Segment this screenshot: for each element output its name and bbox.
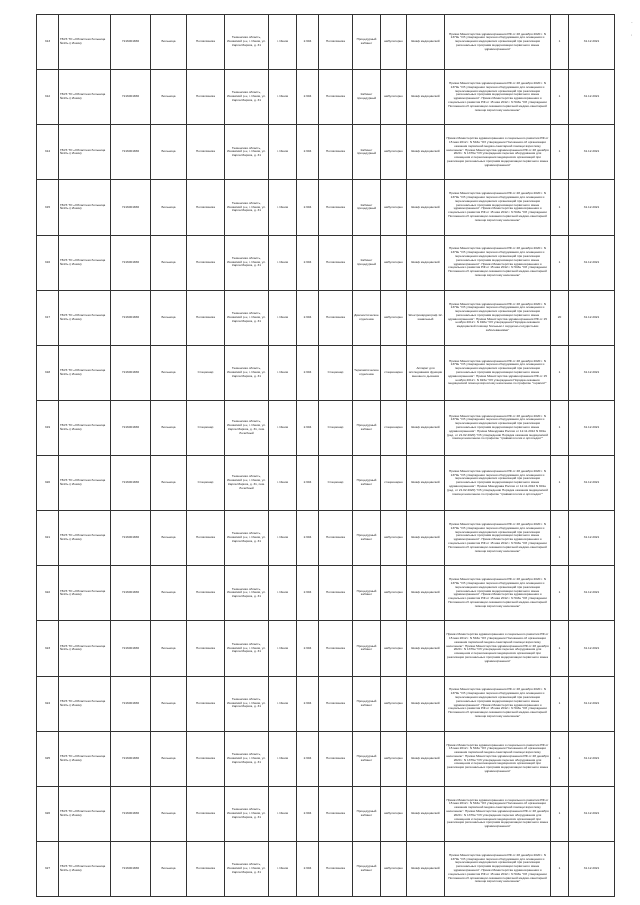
- table-row: [37, 841, 615, 896]
- inn-code-cell: 7216001836: [111, 70, 151, 125]
- care-type-cell: амбулаторно: [381, 841, 407, 896]
- row-number-cell: 321: [37, 511, 59, 566]
- locality-cell: г. Ишим: [269, 290, 297, 345]
- regulatory-basis-cell: Приказ Министерства здравоохранения и социального развития РФ от 15 мая 2012 г. N 543н "Об утверждении Положения об организации оказания первичной медико-санитарной помощи взрослому населению". Приказ Министерства здравоохранения РФ от 28 декабря 2020 г. N 1379н "Об утверждении перечня оборудования для оснащения и переоснащения медицинских организаций при реализации региональных программ модернизации первичного звена здравоохранения": [445, 125, 551, 180]
- facility-type-cell: Больница: [151, 235, 187, 290]
- organization-cell: ГБУЗ ТО «Областная больница №13» (г.Ишим): [59, 235, 111, 290]
- room-cell: Процедурный кабинет: [353, 621, 381, 676]
- equipment-cell: Шкаф медицинский: [407, 621, 445, 676]
- facility-type-cell: Больница: [151, 70, 187, 125]
- table-row: [37, 786, 615, 841]
- room-cell: Кабинет процедурный: [353, 180, 381, 235]
- table-row: [37, 566, 615, 621]
- care-type-cell: амбулаторно: [381, 125, 407, 180]
- care-type-cell: амбулаторно: [381, 731, 407, 786]
- regulatory-basis-cell: Приказ Министерства здравоохранения РФ от 28 декабря 2020 г. N 1379н "Об утверждении перечня оборудования для оснащения и переоснащения медицинских организаций при реализации региональных программ модернизации первичного звена здравоохранения". Приказ Министерства здравоохранения и социального развития РФ от 15 мая 2012 г. N 543н "Об утверждении Положения об организации оказания первичной медико-санитарной помощи взрослому населению": [445, 566, 551, 621]
- equipment-cell: Шкаф медицинский: [407, 400, 445, 455]
- regulatory-basis-cell: Приказ Министерства здравоохранения и социального развития РФ от 15 мая 2012 г. N 543н "Об утверждении Положения об организации оказания первичной медико-санитарной помощи взрослому населению". Приказ Министерства здравоохранения РФ от 28 декабря 2020 г. N 1379н "Об утверждении перечня оборудования для оснащения и переоснащения медицинских организаций при реализации региональных программ модернизации первичного звена здравоохранения": [445, 786, 551, 841]
- row-number-cell: 325: [37, 731, 59, 786]
- quantity-cell: 1: [551, 345, 569, 400]
- quantity-cell: 1: [551, 70, 569, 125]
- table-row: [37, 125, 615, 180]
- table-row: [37, 235, 615, 290]
- row-number-cell: 320: [37, 456, 59, 511]
- address-cell: Тюменская область, Ишимский р-н, г. Ишим, ул. Карла Маркса, д. 31: [225, 125, 269, 180]
- department-cell: Поликлиника: [319, 841, 353, 896]
- regulatory-basis-cell: Приказ Министерства здравоохранения РФ от 28 декабря 2020 г. N 1379н "Об утверждении перечня оборудования для оснащения и переоснащения медицинских организаций при реализации региональных программ модернизации первичного звена здравоохранения". Приказ Министерства здравоохранения и социального развития РФ от 15 мая 2012 г. N 543н "Об утверждении Положения об организации оказания первичной медико-санитарной помощи взрослому населению": [445, 511, 551, 566]
- date-cell: 31.12.2021: [569, 70, 615, 125]
- room-cell: Кабинет процедурный: [353, 70, 381, 125]
- unit-cell: Стационар: [187, 400, 225, 455]
- room-cell: Процедурный кабинет: [353, 511, 381, 566]
- care-type-cell: амбулаторно: [381, 70, 407, 125]
- address-cell: Тюменская область, Ишимский р-н, г. Ишим, ул. Карла Маркса, д. 31: [225, 70, 269, 125]
- facility-type-cell: Больница: [151, 731, 187, 786]
- oktmo-cell: 2.604: [297, 15, 319, 70]
- regulatory-basis-cell: Приказ Министерства здравоохранения РФ от 28 декабря 2020 г. N 1379н "Об утверждении перечня оборудования для оснащения и переоснащения медицинских организаций при реализации региональных программ модернизации первичного звена здравоохранения". Приказ Министерства здравоохранения и социального развития РФ от 15 мая 2012 г. N 543н "Об утверждении Положения об организации оказания первичной медико-санитарной помощи взрослому населению": [445, 841, 551, 896]
- quantity-cell: 1: [551, 676, 569, 731]
- oktmo-cell: 2.604: [297, 456, 319, 511]
- address-cell: Тюменская область, Ишимский р-н, г. Ишим, ул. Карла Маркса, д. 31: [225, 235, 269, 290]
- facility-type-cell: Больница: [151, 786, 187, 841]
- care-type-cell: стационарно: [381, 456, 407, 511]
- care-type-cell: амбулаторно: [381, 290, 407, 345]
- inn-code-cell: 7216001836: [111, 15, 151, 70]
- oktmo-cell: 2.604: [297, 676, 319, 731]
- oktmo-cell: 2.604: [297, 786, 319, 841]
- address-cell: Тюменская область, Ишимский р-н, г. Ишим, ул. Карла Маркса, д. 31: [225, 731, 269, 786]
- room-cell: Кабинет процедурный: [353, 235, 381, 290]
- table-row: [37, 15, 615, 70]
- oktmo-cell: 2.604: [297, 400, 319, 455]
- table-body: [37, 15, 615, 897]
- regulatory-basis-cell: Приказ Министерства здравоохранения РФ от 28 декабря 2020 г. N 1379н "Об утверждении перечня оборудования для оснащения и переоснащения медицинских организаций при реализации региональных программ модернизации первичного звена здравоохранения": [445, 15, 551, 70]
- department-cell: Поликлиника: [319, 125, 353, 180]
- locality-cell: г. Ишим: [269, 566, 297, 621]
- care-type-cell: стационарно: [381, 345, 407, 400]
- unit-cell: Поликлиника: [187, 180, 225, 235]
- address-cell: Тюменская область, Ишимский р-н, г. Ишим, ул. Карла Маркса, д. 31: [225, 180, 269, 235]
- document-sheet: [36, 14, 612, 896]
- department-cell: Поликлиника: [319, 566, 353, 621]
- table-row: [37, 456, 615, 511]
- inn-code-cell: 7216001836: [111, 400, 151, 455]
- inn-code-cell: 7216001836: [111, 511, 151, 566]
- address-cell: Тюменская область, Ишимский р-н, г. Ишим, ул. Карла Маркса, д. 31: [225, 841, 269, 896]
- department-cell: Поликлиника: [319, 235, 353, 290]
- facility-type-cell: Больница: [151, 290, 187, 345]
- locality-cell: г. Ишим: [269, 456, 297, 511]
- facility-type-cell: Больница: [151, 511, 187, 566]
- equipment-cell: Шкаф медицинский: [407, 125, 445, 180]
- organization-cell: ГБУЗ ТО «Областная больница №13» (г.Ишим): [59, 70, 111, 125]
- quantity-cell: 1: [551, 456, 569, 511]
- address-cell: Тюменская область, Ишимский р-н, г. Ишим, ул. Карла Маркса, д. 31: [225, 566, 269, 621]
- facility-type-cell: Больница: [151, 15, 187, 70]
- organization-cell: ГБУЗ ТО «Областная больница №13» (г.Ишим): [59, 400, 111, 455]
- oktmo-cell: 2.604: [297, 511, 319, 566]
- inn-code-cell: 7216001836: [111, 566, 151, 621]
- organization-cell: ГБУЗ ТО «Областная больница №13» (г.Ишим): [59, 676, 111, 731]
- unit-cell: Поликлиника: [187, 235, 225, 290]
- row-number-cell: 324: [37, 676, 59, 731]
- organization-cell: ГБУЗ ТО «Областная больница №13» (г.Ишим): [59, 731, 111, 786]
- equipment-cell: Шкаф медицинский: [407, 235, 445, 290]
- table-row: [37, 400, 615, 455]
- oktmo-cell: 2.604: [297, 180, 319, 235]
- organization-cell: ГБУЗ ТО «Областная больница №13» (г.Ишим): [59, 511, 111, 566]
- regulatory-basis-cell: Приказ Министерства здравоохранения РФ от 28 декабря 2020 г. N 1379н "Об утверждении перечня оборудования для оснащения и переоснащения медицинских организаций при реализации региональных программ модернизации первичного звена здравоохранения". Приказ Минздрава России от 12.11.2012 N 901н (ред. от 21.02.2020) "Об утверждении Порядка оказания медицинской помощи населению по профилю "травматология и ортопедия"": [445, 456, 551, 511]
- inn-code-cell: 7216001836: [111, 676, 151, 731]
- locality-cell: г. Ишим: [269, 15, 297, 70]
- table-row: [37, 345, 615, 400]
- oktmo-cell: 2.604: [297, 290, 319, 345]
- date-cell: 31.12.2021: [569, 290, 615, 345]
- date-cell: 31.12.2021: [569, 400, 615, 455]
- organization-cell: ГБУЗ ТО «Областная больница №13» (г.Ишим): [59, 786, 111, 841]
- table-row: [37, 621, 615, 676]
- unit-cell: Стационар: [187, 345, 225, 400]
- unit-cell: Поликлиника: [187, 841, 225, 896]
- organization-cell: ГБУЗ ТО «Областная больница №13» (г.Ишим): [59, 566, 111, 621]
- oktmo-cell: 2.604: [297, 731, 319, 786]
- inn-code-cell: 7216001836: [111, 841, 151, 896]
- oktmo-cell: 2.604: [297, 125, 319, 180]
- oktmo-cell: 2.604: [297, 566, 319, 621]
- address-cell: Тюменская область, Ишимский р-н, г. Ишим, ул. Карла Маркса, д. 31, пом. Лечебный: [225, 456, 269, 511]
- inn-code-cell: 7216001836: [111, 235, 151, 290]
- quantity-cell: 20: [551, 290, 569, 345]
- department-cell: Поликлиника: [319, 676, 353, 731]
- regulatory-basis-cell: Приказ Министерства здравоохранения РФ от 28 декабря 2020 г. N 1379н "Об утверждении перечня оборудования для оснащения и переоснащения медицинских организаций при реализации региональных программ модернизации первичного звена здравоохранения". Приказ Министерства здравоохранения РФ от 15 ноября 2012 г. N 923н "Об утверждении Порядка оказания медицинской помощи взрослому населению по профилю "терапия"": [445, 345, 551, 400]
- locality-cell: г. Ишим: [269, 621, 297, 676]
- address-cell: Тюменская область, Ишимский р-н, г. Ишим, ул. Карла Маркса, д. 31: [225, 511, 269, 566]
- margin-mark: -: [630, 20, 633, 25]
- care-type-cell: амбулаторно: [381, 180, 407, 235]
- quantity-cell: 1: [551, 731, 569, 786]
- regulatory-basis-cell: Приказ Министерства здравоохранения РФ от 28 декабря 2020 г. N 1379н "Об утверждении перечня оборудования для оснащения и переоснащения медицинских организаций при реализации региональных программ модернизации первичного звена здравоохранения". Приказ Министерства здравоохранения и социального развития РФ от 15 мая 2012 г. N 543н "Об утверждении Положения об организации оказания первичной медико-санитарной помощи взрослому населению": [445, 676, 551, 731]
- regulatory-basis-cell: Приказ Министерства здравоохранения и социального развития РФ от 15 мая 2012 г. N 543н "Об утверждении Положения об организации оказания первичной медико-санитарной помощи взрослому населению". Приказ Министерства здравоохранения РФ от 28 декабря 2020 г. N 1379н "Об утверждении перечня оборудования для оснащения и переоснащения медицинских организаций при реализации региональных программ модернизации первичного звена здравоохранения": [445, 621, 551, 676]
- unit-cell: Поликлиника: [187, 15, 225, 70]
- department-cell: Поликлиника: [319, 15, 353, 70]
- equipment-cell: Электрокардиограф 12-канальный: [407, 290, 445, 345]
- address-cell: Тюменская область, Ишимский р-н, г. Ишим, ул. Карла Маркса, д. 31: [225, 786, 269, 841]
- equipment-cell: Шкаф медицинский: [407, 841, 445, 896]
- regulatory-basis-cell: Приказ Министерства здравоохранения РФ от 28 декабря 2020 г. N 1379н "Об утверждении перечня оборудования для оснащения и переоснащения медицинских организаций при реализации региональных программ модернизации первичного звена здравоохранения". Приказ Министерства здравоохранения и социального развития РФ от 15 мая 2012 г. N 543н "Об утверждении Положения об организации оказания первичной медико-санитарной помощи взрослому населению": [445, 235, 551, 290]
- equipment-cell: Шкаф медицинский: [407, 180, 445, 235]
- inn-code-cell: 7216001836: [111, 345, 151, 400]
- facility-type-cell: Больница: [151, 345, 187, 400]
- organization-cell: ГБУЗ ТО «Областная больница №13» (г.Ишим): [59, 345, 111, 400]
- room-cell: Кабинет процедурный: [353, 125, 381, 180]
- organization-cell: ГБУЗ ТО «Областная больница №13» (г.Ишим): [59, 15, 111, 70]
- date-cell: 31.12.2021: [569, 345, 615, 400]
- room-cell: Диагностическое отделение: [353, 290, 381, 345]
- quantity-cell: 1: [551, 235, 569, 290]
- unit-cell: Поликлиника: [187, 125, 225, 180]
- care-type-cell: амбулаторно: [381, 676, 407, 731]
- quantity-cell: 1: [551, 125, 569, 180]
- regulatory-basis-cell: Приказ Министерства здравоохранения РФ от 28 декабря 2020 г. N 1379н "Об утверждении перечня оборудования для оснащения и переоснащения медицинских организаций при реализации региональных программ модернизации первичного звена здравоохранения". Приказ Министерства здравоохранения и социального развития РФ от 15 мая 2012 г. N 543н "Об утверждении Положения об организации оказания первичной медико-санитарной помощи взрослому населению": [445, 70, 551, 125]
- locality-cell: г. Ишим: [269, 345, 297, 400]
- row-number-cell: 315: [37, 180, 59, 235]
- department-cell: Поликлиника: [319, 731, 353, 786]
- table-row: [37, 511, 615, 566]
- inn-code-cell: 7216001836: [111, 456, 151, 511]
- organization-cell: ГБУЗ ТО «Областная больница №13» (г.Ишим): [59, 841, 111, 896]
- margin-mark: ': [630, 34, 633, 39]
- equipment-cell: Шкаф медицинский: [407, 676, 445, 731]
- locality-cell: г. Ишим: [269, 235, 297, 290]
- room-cell: Процедурный кабинет: [353, 566, 381, 621]
- inn-code-cell: 7216001836: [111, 621, 151, 676]
- quantity-cell: 1: [551, 511, 569, 566]
- care-type-cell: амбулаторно: [381, 621, 407, 676]
- locality-cell: г. Ишим: [269, 676, 297, 731]
- room-cell: Процедурный кабинет: [353, 676, 381, 731]
- row-number-cell: 314: [37, 125, 59, 180]
- address-cell: Тюменская область, Ишимский р-н, г. Ишим, ул. Карла Маркса, д. 31: [225, 345, 269, 400]
- unit-cell: Стационар: [187, 456, 225, 511]
- equipment-cell: Шкаф медицинский: [407, 70, 445, 125]
- unit-cell: Поликлиника: [187, 70, 225, 125]
- row-number-cell: 317: [37, 290, 59, 345]
- care-type-cell: амбулаторно: [381, 566, 407, 621]
- facility-type-cell: Больница: [151, 180, 187, 235]
- unit-cell: Поликлиника: [187, 566, 225, 621]
- table-row: [37, 731, 615, 786]
- equipment-cell: Шкаф медицинский: [407, 456, 445, 511]
- regulatory-basis-cell: Приказ Министерства здравоохранения и социального развития РФ от 15 мая 2012 г. N 543н "Об утверждении Положения об организации оказания первичной медико-санитарной помощи взрослому населению". Приказ Министерства здравоохранения РФ от 28 декабря 2020 г. N 1379н "Об утверждении перечня оборудования для оснащения и переоснащения медицинских организаций при реализации региональных программ модернизации первичного звена здравоохранения": [445, 731, 551, 786]
- address-cell: Тюменская область, Ишимский р-н, г. Ишим, ул. Карла Маркса, д. 31: [225, 290, 269, 345]
- date-cell: 31.12.2021: [569, 511, 615, 566]
- date-cell: 31.12.2021: [569, 125, 615, 180]
- address-cell: Тюменская область, Ишимский р-н, г. Ишим, ул. Карла Маркса, д. 31, пом. Лечебный: [225, 400, 269, 455]
- date-cell: 31.12.2021: [569, 841, 615, 896]
- row-number-cell: 326: [37, 786, 59, 841]
- care-type-cell: амбулаторно: [381, 786, 407, 841]
- room-cell: Процедурный кабинет: [353, 786, 381, 841]
- room-cell: Процедурный кабинет: [353, 400, 381, 455]
- date-cell: 31.12.2021: [569, 456, 615, 511]
- row-number-cell: 322: [37, 566, 59, 621]
- date-cell: 31.12.2021: [569, 621, 615, 676]
- address-cell: Тюменская область, Ишимский р-н, г. Ишим, ул. Карла Маркса, д. 31: [225, 15, 269, 70]
- equipment-cell: Шкаф медицинский: [407, 15, 445, 70]
- table-row: [37, 70, 615, 125]
- facility-type-cell: Больница: [151, 456, 187, 511]
- department-cell: Поликлиника: [319, 511, 353, 566]
- room-cell: Терапевтическое отделение: [353, 345, 381, 400]
- locality-cell: г. Ишим: [269, 731, 297, 786]
- quantity-cell: 1: [551, 180, 569, 235]
- department-cell: Стационар: [319, 400, 353, 455]
- address-cell: Тюменская область, Ишимский р-н, г. Ишим, ул. Карла Маркса, д. 31: [225, 676, 269, 731]
- quantity-cell: 1: [551, 621, 569, 676]
- facility-type-cell: Больница: [151, 566, 187, 621]
- room-cell: Процедурный кабинет: [353, 456, 381, 511]
- locality-cell: г. Ишим: [269, 180, 297, 235]
- care-type-cell: стационарно: [381, 400, 407, 455]
- locality-cell: г. Ишим: [269, 70, 297, 125]
- date-cell: 31.12.2021: [569, 786, 615, 841]
- equipment-cell: Шкаф медицинский: [407, 566, 445, 621]
- quantity-cell: 1: [551, 400, 569, 455]
- date-cell: 31.12.2021: [569, 235, 615, 290]
- facility-type-cell: Больница: [151, 621, 187, 676]
- locality-cell: г. Ишим: [269, 511, 297, 566]
- quantity-cell: 1: [551, 15, 569, 70]
- room-cell: Процедурный кабинет: [353, 731, 381, 786]
- department-cell: Поликлиника: [319, 180, 353, 235]
- organization-cell: ГБУЗ ТО «Областная больница №13» (г.Ишим): [59, 125, 111, 180]
- locality-cell: г. Ишим: [269, 400, 297, 455]
- equipment-cell: Аппарат для исследования функции внешнего дыхания: [407, 345, 445, 400]
- department-cell: Стационар: [319, 345, 353, 400]
- oktmo-cell: 2.604: [297, 621, 319, 676]
- row-number-cell: 316: [37, 235, 59, 290]
- table-row: [37, 676, 615, 731]
- row-number-cell: 319: [37, 400, 59, 455]
- room-cell: Процедурный кабинет: [353, 15, 381, 70]
- address-cell: Тюменская область, Ишимский р-н, г. Ишим, ул. Карла Маркса, д. 31: [225, 621, 269, 676]
- quantity-cell: 1: [551, 566, 569, 621]
- date-cell: 31.12.2021: [569, 566, 615, 621]
- row-number-cell: 313: [37, 15, 59, 70]
- facility-type-cell: Больница: [151, 676, 187, 731]
- unit-cell: Поликлиника: [187, 621, 225, 676]
- oktmo-cell: 2.604: [297, 841, 319, 896]
- equipment-cell: Шкаф медицинский: [407, 731, 445, 786]
- organization-cell: ГБУЗ ТО «Областная больница №13» (г.Ишим): [59, 290, 111, 345]
- inn-code-cell: 7216001836: [111, 290, 151, 345]
- equipment-cell: Шкаф медицинский: [407, 511, 445, 566]
- unit-cell: Поликлиника: [187, 290, 225, 345]
- department-cell: Поликлиника: [319, 290, 353, 345]
- unit-cell: Поликлиника: [187, 511, 225, 566]
- table-row: [37, 290, 615, 345]
- organization-cell: ГБУЗ ТО «Областная больница №13» (г.Ишим): [59, 180, 111, 235]
- unit-cell: Поликлиника: [187, 786, 225, 841]
- facility-type-cell: Больница: [151, 125, 187, 180]
- oktmo-cell: 2.604: [297, 70, 319, 125]
- department-cell: Стационар: [319, 456, 353, 511]
- oktmo-cell: 2.604: [297, 345, 319, 400]
- department-cell: Поликлиника: [319, 621, 353, 676]
- row-number-cell: 327: [37, 841, 59, 896]
- row-number-cell: 323: [37, 621, 59, 676]
- organization-cell: ГБУЗ ТО «Областная больница №13» (г.Ишим): [59, 456, 111, 511]
- regulatory-basis-cell: Приказ Министерства здравоохранения РФ от 28 декабря 2020 г. N 1379н "Об утверждении перечня оборудования для оснащения и переоснащения медицинских организаций при реализации региональных программ модернизации первичного звена здравоохранения". Приказ Министерства здравоохранения РФ от 15 ноября 2012 г. N 918н "Об утверждении Порядка оказания медицинской помощи больным с сердечно-сосудистыми заболеваниями": [445, 290, 551, 345]
- locality-cell: г. Ишим: [269, 786, 297, 841]
- locality-cell: г. Ишим: [269, 125, 297, 180]
- regulatory-basis-cell: Приказ Министерства здравоохранения РФ от 28 декабря 2020 г. N 1379н "Об утверждении перечня оборудования для оснащения и переоснащения медицинских организаций при реализации региональных программ модернизации первичного звена здравоохранения". Приказ Министерства здравоохранения и социального развития РФ от 15 мая 2012 г. N 543н "Об утверждении Положения об организации оказания первичной медико-санитарной помощи взрослому населению": [445, 180, 551, 235]
- inn-code-cell: 7216001836: [111, 786, 151, 841]
- regulatory-basis-cell: Приказ Министерства здравоохранения РФ от 28 декабря 2020 г. N 1379н "Об утверждении перечня оборудования для оснащения и переоснащения медицинских организаций при реализации региональных программ модернизации первичного звена здравоохранения". Приказ Минздрава России от 12.11.2012 N 901н (ред. от 21.02.2020) "Об утверждении Порядка оказания медицинской помощи населению по профилю "травматология и ортопедия"": [445, 400, 551, 455]
- table-row: [37, 180, 615, 235]
- facility-type-cell: Больница: [151, 841, 187, 896]
- unit-cell: Поликлиника: [187, 676, 225, 731]
- care-type-cell: амбулаторно: [381, 15, 407, 70]
- inn-code-cell: 7216001836: [111, 731, 151, 786]
- row-number-cell: 318: [37, 345, 59, 400]
- unit-cell: Поликлиника: [187, 731, 225, 786]
- facility-type-cell: Больница: [151, 400, 187, 455]
- inn-code-cell: 7216001836: [111, 125, 151, 180]
- equipment-cell: Шкаф медицинский: [407, 786, 445, 841]
- organization-cell: ГБУЗ ТО «Областная больница №13» (г.Ишим): [59, 621, 111, 676]
- department-cell: Поликлиника: [319, 786, 353, 841]
- oktmo-cell: 2.604: [297, 235, 319, 290]
- quantity-cell: 1: [551, 841, 569, 896]
- date-cell: 31.12.2021: [569, 180, 615, 235]
- locality-cell: г. Ишим: [269, 841, 297, 896]
- equipment-registry-table: [36, 14, 615, 897]
- room-cell: Процедурный кабинет: [353, 841, 381, 896]
- care-type-cell: амбулаторно: [381, 235, 407, 290]
- date-cell: 31.12.2021: [569, 731, 615, 786]
- date-cell: 31.12.2021: [569, 15, 615, 70]
- row-number-cell: 312: [37, 70, 59, 125]
- date-cell: 31.12.2021: [569, 676, 615, 731]
- department-cell: Поликлиника: [319, 70, 353, 125]
- quantity-cell: 1: [551, 786, 569, 841]
- inn-code-cell: 7216001836: [111, 180, 151, 235]
- care-type-cell: амбулаторно: [381, 511, 407, 566]
